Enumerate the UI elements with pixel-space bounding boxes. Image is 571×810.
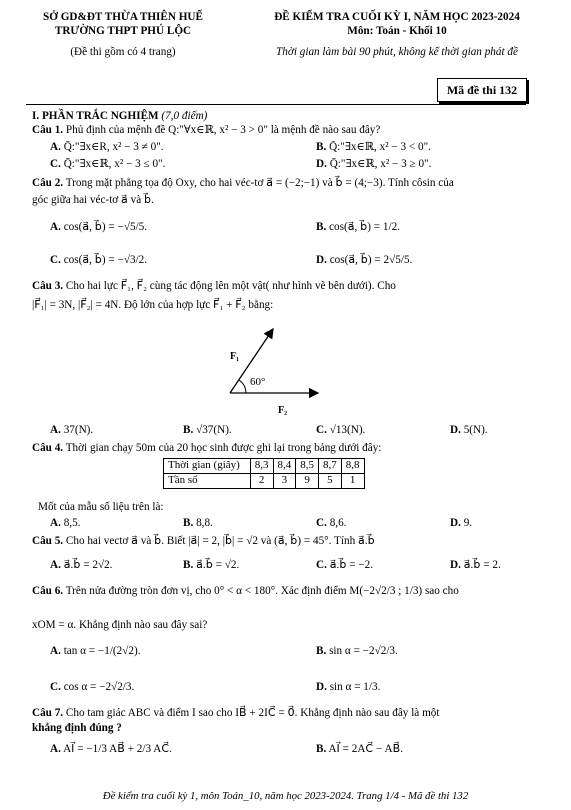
q4-option-a[interactable]: A. 8,5.: [50, 517, 81, 529]
q5-option-d[interactable]: D. a⃗.b⃗ = 2.: [450, 559, 501, 571]
question-5: [32, 534, 375, 548]
q3-option-b[interactable]: B. √37(N).: [183, 424, 232, 436]
question-text: Phủ định của mệnh đề Q:"∀x∈ℝ, x² − 3 > 0" là mệnh đề nào sau đây?: [65, 124, 381, 136]
option-text: cos(a⃗, b⃗) = −√3/2.: [63, 254, 148, 266]
question-3: [32, 279, 396, 293]
header-right: [232, 10, 562, 59]
section-heading: [32, 109, 207, 123]
option-text: Q̄:"∃x∈R, x² − 3 ≠ 0".: [63, 141, 164, 153]
option-text: sin α = −2√2/3.: [329, 645, 398, 657]
option-text: Q̄:"∃x∈ℝ, x² − 3 ≤ 0".: [63, 158, 166, 170]
question-1: [32, 123, 380, 137]
option-text: 37(N).: [63, 424, 94, 436]
option-text: sin α = 1/3.: [329, 681, 381, 693]
option-text: AI⃗ = 2AC⃗ − AB⃗.: [328, 743, 404, 755]
table-cell: 9: [296, 473, 319, 488]
q7-option-a[interactable]: A. AI⃗ = −1/3 AB⃗ + 2/3 AC⃗.: [50, 743, 172, 755]
question-2: [32, 176, 454, 190]
question-label: Câu 4.: [32, 442, 64, 454]
time-note: Thời gian làm bài 90 phút, không kể thời gian phát đề: [276, 46, 518, 58]
option-text: cos(a⃗, b⃗) = 1/2.: [329, 221, 400, 233]
option-text: a⃗.b⃗ = 2√2.: [63, 559, 113, 571]
q1-option-b[interactable]: B. Q̄:"∃x∈ℝ, x² − 3 < 0".: [316, 141, 431, 153]
q6-option-a[interactable]: A. tan α = −1/(2√2).: [50, 645, 141, 657]
question-text: Cho tam giác ABC và điểm I sao cho IB⃗ + 2IC⃗ = 0⃗. Khẳng định nào sau đây là một: [65, 707, 440, 719]
q5-option-c[interactable]: C. a⃗.b⃗ = −2.: [316, 559, 374, 571]
q6-option-b[interactable]: B. sin α = −2√2/3.: [316, 645, 398, 657]
q2-option-c[interactable]: C. cos(a⃗, b⃗) = −√3/2.: [50, 254, 148, 266]
option-text: 8,6.: [329, 517, 347, 529]
question-label: Câu 5.: [32, 535, 64, 547]
question-label: Câu 7.: [32, 707, 64, 719]
q3-option-a[interactable]: A. 37(N).: [50, 424, 94, 436]
question-text: Thời gian chạy 50m của 20 học sinh được ghi lại trong bảng dưới đây:: [65, 442, 382, 454]
header-left: [8, 10, 238, 59]
option-text: cos(a⃗, b⃗) = −√5/5.: [63, 221, 148, 233]
q3-option-d[interactable]: D. 5(N).: [450, 424, 488, 436]
option-text: a⃗.b⃗ = 2.: [463, 559, 501, 571]
section-title: I. PHẦN TRẮC NGHIỆM: [32, 110, 159, 122]
table-cell: 2: [250, 473, 273, 488]
table-cell: 1: [341, 473, 364, 488]
option-text: √37(N).: [196, 424, 232, 436]
question-3-cont: |F⃗₁| = 3N, |F⃗₂| = 4N. Độ lớn của hợp lực F⃗₁ + F⃗₂ bằng:: [32, 299, 274, 311]
force-diagram: [220, 325, 330, 417]
option-text: 8,5.: [63, 517, 81, 529]
q4-option-d[interactable]: D. 9.: [450, 517, 473, 529]
q5-option-a[interactable]: A. a⃗.b⃗ = 2√2.: [50, 559, 113, 571]
table-cell: 8,7: [319, 459, 342, 474]
dept-name: SỞ GD&ĐT THỪA THIÊN HUẾ: [43, 11, 203, 23]
question-label: Câu 2.: [32, 177, 64, 189]
question-text: Trong mặt phẳng tọa độ Oxy, cho hai véc-tơ a⃗ = (−2;−1) và b⃗ = (4;−3). Tính côsin của: [65, 177, 454, 189]
question-4-sub: Mốt của mẫu số liệu trên là:: [38, 501, 164, 513]
header-divider: [26, 104, 526, 105]
q1-option-d[interactable]: D. Q̄:"∃x∈ℝ, x² − 3 ≥ 0".: [316, 158, 432, 170]
table-head: Tần số: [164, 473, 251, 488]
school-name: TRƯỜNG THPT PHÚ LỘC: [54, 25, 192, 37]
exam-title: ĐỀ KIỂM TRA CUỐI KỲ I, NĂM HỌC 2023-2024: [274, 11, 520, 23]
table-cell: 3: [273, 473, 296, 488]
table-head: Thời gian (giây): [164, 459, 251, 474]
question-4: [32, 441, 381, 455]
angle-label: 60°: [250, 376, 266, 388]
question-6: [32, 584, 459, 598]
table-cell: 8,5: [296, 459, 319, 474]
q2-option-b[interactable]: B. cos(a⃗, b⃗) = 1/2.: [316, 221, 400, 233]
question-7: [32, 706, 439, 720]
question-text: Trên nửa đường tròn đơn vị, cho 0° < α < 180°. Xác định điểm M(−2√2/3 ; 1/3) sao cho: [65, 585, 459, 597]
f1-label: F₁: [230, 351, 240, 362]
question-2-cont: góc giữa hai véc-tơ a⃗ và b⃗.: [32, 194, 154, 206]
question-text: Cho hai vectơ a⃗ và b⃗. Biết |a⃗| = 2, |b⃗| = √2 và (a⃗, b⃗) = 45°. Tính a⃗.b⃗: [65, 535, 375, 547]
question-text: Cho hai lực F⃗₁, F⃗₂ cùng tác động lên một vật( như hình vẽ bên dưới). Cho: [65, 280, 396, 292]
q4-option-b[interactable]: B. 8,8.: [183, 517, 213, 529]
page-footer: Đề kiểm tra cuối kỳ 1, môn Toán_10, năm học 2023-2024. Trang 1/4 - Mã đề thi 132: [102, 790, 469, 802]
question-label: Câu 3.: [32, 280, 64, 292]
option-text: cos(a⃗, b⃗) = 2√5/5.: [329, 254, 413, 266]
question-6-cont: xOM = α. Khẳng định nào sau đây sai?: [32, 619, 208, 631]
q2-option-a[interactable]: A. cos(a⃗, b⃗) = −√5/5.: [50, 221, 148, 233]
angle-arc: [239, 380, 246, 393]
q5-option-b[interactable]: B. a⃗.b⃗ = √2.: [183, 559, 240, 571]
option-text: a⃗.b⃗ = −2.: [329, 559, 374, 571]
question-label: Câu 1.: [32, 124, 64, 136]
section-points: (7,0 điểm): [161, 110, 208, 122]
table-row: [164, 473, 365, 488]
option-text: cos α = −2√2/3.: [63, 681, 135, 693]
q2-option-d[interactable]: D. cos(a⃗, b⃗) = 2√5/5.: [316, 254, 413, 266]
option-text: 5(N).: [463, 424, 488, 436]
table-row: [164, 459, 365, 474]
option-text: 8,8.: [196, 517, 213, 529]
table-cell: 5: [319, 473, 342, 488]
exam-code-box: Mã đề thi 132: [437, 78, 527, 102]
q1-option-c[interactable]: C. Q̄:"∃x∈ℝ, x² − 3 ≤ 0".: [50, 158, 166, 170]
q4-option-c[interactable]: C. 8,6.: [316, 517, 347, 529]
pages-note: (Đề thi gồm có 4 trang): [70, 46, 176, 58]
q7-option-b[interactable]: B. AI⃗ = 2AC⃗ − AB⃗.: [316, 743, 404, 755]
option-text: a⃗.b⃗ = √2.: [196, 559, 240, 571]
option-text: Q̄:"∃x∈ℝ, x² − 3 < 0".: [329, 141, 431, 153]
option-text: 9.: [463, 517, 473, 529]
option-text: AI⃗ = −1/3 AB⃗ + 2/3 AC⃗.: [63, 743, 172, 755]
frequency-table: [163, 458, 365, 489]
option-text: Q̄:"∃x∈ℝ, x² − 3 ≥ 0".: [329, 158, 432, 170]
question-label: Câu 6.: [32, 585, 64, 597]
option-text: tan α = −1/(2√2).: [63, 645, 141, 657]
table-cell: 8,8: [341, 459, 364, 474]
question-7-cont: khẳng định đúng ?: [32, 722, 122, 734]
f2-label: F₂: [278, 405, 288, 416]
q3-option-c[interactable]: C. √13(N).: [316, 424, 366, 436]
table-cell: 8,3: [250, 459, 273, 474]
option-text: √13(N).: [329, 424, 366, 436]
table-cell: 8,4: [273, 459, 296, 474]
q6-option-c[interactable]: C. cos α = −2√2/3.: [50, 681, 135, 693]
subject: Môn: Toán - Khối 10: [347, 25, 447, 37]
q1-option-a[interactable]: A. Q̄:"∃x∈R, x² − 3 ≠ 0".: [50, 141, 164, 153]
q6-option-d[interactable]: D. sin α = 1/3.: [316, 681, 381, 693]
